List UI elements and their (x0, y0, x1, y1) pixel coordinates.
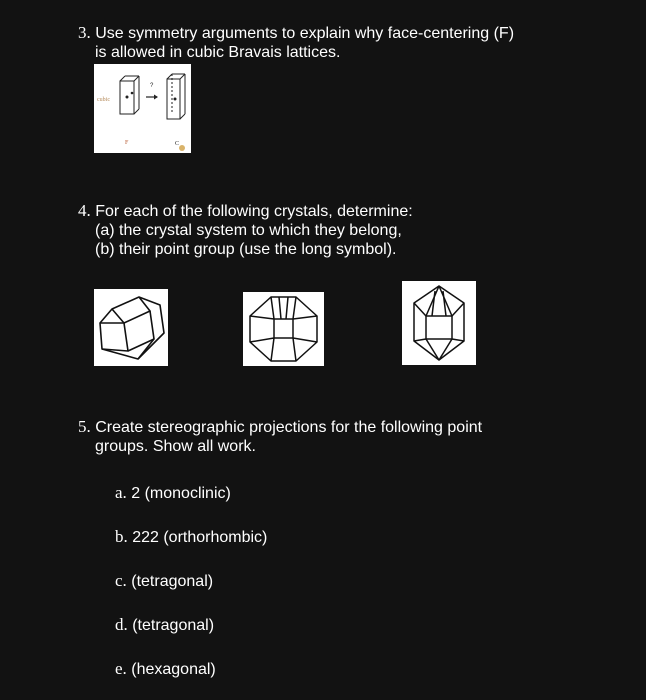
prism-f (120, 76, 139, 114)
question-4-number: 4. (78, 201, 91, 220)
crystal-3-outline (414, 286, 464, 360)
question-3-line-1: 3. Use symmetry arguments to explain why face-centering (F) (78, 23, 515, 42)
question-5 (78, 417, 482, 456)
question-4 (78, 201, 413, 259)
option-a-letter: a. (115, 483, 127, 502)
crystal-2-edge-br (293, 338, 317, 361)
option-d-letter: d. (115, 615, 128, 634)
arrow-head-icon (154, 95, 158, 100)
label-question: ? (150, 83, 154, 89)
question-5-line-1: 5. Create stereographic projections for the following point (78, 417, 483, 436)
crystal-2-edge-tl (250, 297, 274, 319)
option-e-letter: e. (115, 659, 127, 678)
question-5-line-2: groups. Show all work. (95, 438, 256, 455)
option-d-text: (tetragonal) (132, 617, 215, 634)
crystal-2-edge-tr (293, 297, 317, 319)
question-3-number: 3. (78, 23, 91, 42)
marker-dot (179, 145, 185, 151)
crystal-2-stripe-2 (286, 297, 288, 319)
question-4-line-1: 4. For each of the following crystals, determine: (78, 201, 413, 220)
option-a (115, 483, 231, 503)
question-5-number: 5. (78, 417, 91, 436)
question-4-line-2: (a) the crystal system to which they belong, (95, 222, 402, 239)
crystal-3-stripe-1 (432, 291, 435, 316)
option-b (115, 527, 267, 547)
crystal-2-edge-bl (250, 338, 274, 361)
crystal-3-top-edges (414, 303, 464, 316)
option-c (115, 571, 213, 591)
crystal-2-center-face (274, 319, 293, 338)
label-c: C (175, 141, 180, 147)
crystal-2-outline (250, 297, 317, 361)
crystal-image-2 (243, 292, 324, 366)
option-b-text: 222 (orthorhombic) (132, 529, 268, 546)
crystal-2-stripe-1 (279, 297, 281, 319)
crystal-3-base-left (426, 339, 439, 360)
crystal-1-front-edge (102, 323, 128, 351)
crystal-3-stripe-2 (443, 291, 446, 316)
crystal-image-1 (94, 289, 168, 366)
option-e (115, 659, 216, 679)
question-3-line-2: is allowed in cubic Bravais lattices. (95, 44, 341, 61)
option-c-text: (tetragonal) (131, 573, 214, 590)
crystal-3-base-right (439, 339, 452, 360)
bravais-lattice-figure (94, 64, 191, 153)
question-3 (78, 23, 514, 62)
crystal-image-3 (402, 281, 476, 365)
question-4-line-3: (b) their point group (use the long symbol). (95, 241, 397, 258)
label-f: F (125, 140, 129, 146)
crystal-3-bottom-edges (414, 339, 464, 341)
option-c-letter: c. (115, 571, 127, 590)
option-e-text: (hexagonal) (131, 661, 216, 678)
prism-c (167, 74, 185, 119)
option-b-letter: b. (115, 527, 128, 546)
label-cubic: cubic (97, 97, 110, 103)
option-d (115, 615, 214, 635)
option-a-text: 2 (monoclinic) (131, 485, 231, 502)
